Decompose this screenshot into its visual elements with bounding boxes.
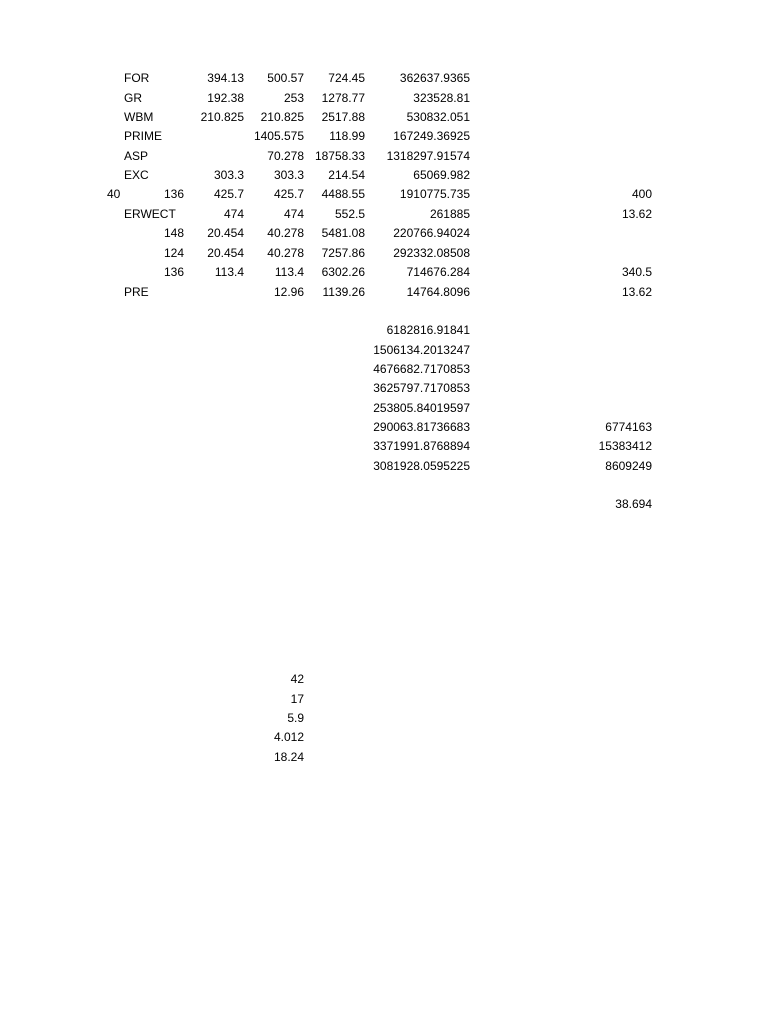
cell-value: 1910775.735 [399,187,470,201]
cell-value: 12.96 [273,285,304,299]
cell-value: 40.278 [267,246,304,260]
list-value: 18.24 [273,750,304,764]
cell-value: 118.99 [329,129,365,143]
cell-value: 220766.94024 [393,226,470,240]
cell-value: 1139.26 [322,285,365,299]
cell-value: 40.278 [267,226,304,240]
cell-value: 4488.55 [321,187,365,201]
total-value: 6182816.91841 [386,323,470,337]
cell-value: 2517.88 [321,110,365,124]
cell-value: 303.3 [213,168,244,182]
row-label: ASP [124,149,149,163]
cell-value: 136 [163,265,184,279]
row-label: EXC [124,168,149,182]
cell-value: 724.45 [328,71,365,85]
cell-value: 261885 [429,207,470,221]
list-value: 5.9 [287,711,304,725]
total-value: 290063.81736683 [373,420,470,434]
cell-value: 425.7 [273,187,304,201]
cell-value: 530832.051 [406,110,470,124]
total-value: 3371991.8768894 [373,439,470,453]
cell-value: 1318297.91574 [386,149,470,163]
row-label: ERWECT [124,207,176,221]
total-value: 3081928.0595225 [373,459,470,473]
cell-value: 192.38 [207,91,244,105]
cell-value: 1405.575 [253,129,304,143]
cell-value: 167249.36925 [393,129,470,143]
cell-value: 20.454 [207,246,244,260]
cell-value: 362637.9365 [399,71,470,85]
cell-value: 474 [223,207,244,221]
cell-value: 7257.86 [321,246,365,260]
total-value: 6774163 [605,420,652,434]
total-value: 253805.84019597 [373,401,470,415]
cell-value: 6302.26 [321,265,365,279]
cell-value: 400 [631,187,652,201]
cell-value: 714676.284 [406,265,470,279]
total-value: 4676682.7170853 [373,362,470,376]
cell-value: 13.62 [621,207,652,221]
cell-value: 65069.982 [413,168,470,182]
cell-value: 303.3 [273,168,304,182]
row-label: PRIME [124,129,163,143]
cell-value: 1278.77 [321,91,365,105]
total-value: 1506134.2013247 [373,343,470,357]
cell-value: 148 [163,226,184,240]
cell-value: 14764.8096 [406,285,470,299]
cell-value: 136 [163,187,184,201]
cell-value: 40 [107,187,121,201]
cell-value: 70.278 [267,149,304,163]
total-value: 3625797.7170853 [373,381,470,395]
cell-value: 13.62 [621,285,652,299]
list-value: 42 [290,672,304,686]
list-value: 17 [290,692,304,706]
cell-value: 394.13 [207,71,244,85]
cell-value: 124 [163,246,184,260]
cell-value: 38.694 [615,497,652,511]
cell-value: 292332.08508 [393,246,470,260]
row-label: WBM [124,110,154,124]
cell-value: 500.57 [267,71,304,85]
cell-value: 474 [283,207,304,221]
cell-value: 552.5 [334,207,365,221]
cell-value: 425.7 [213,187,244,201]
total-value: 8609249 [605,459,652,473]
cell-value: 113.4 [214,265,244,279]
row-label: GR [124,91,142,105]
total-value: 15383412 [598,439,652,453]
cell-value: 5481.08 [321,226,365,240]
row-label: FOR [124,71,150,85]
cell-value: 113.4 [274,265,304,279]
cell-value: 18758.33 [314,149,365,163]
cell-value: 340.5 [621,265,652,279]
cell-value: 253 [283,91,304,105]
cell-value: 323528.81 [413,91,470,105]
cell-value: 210.825 [260,110,304,124]
cell-value: 20.454 [207,226,244,240]
cell-value: 214.54 [328,168,365,182]
cell-value: 210.825 [200,110,244,124]
list-value: 4.012 [273,730,304,744]
row-label: PRE [124,285,149,299]
